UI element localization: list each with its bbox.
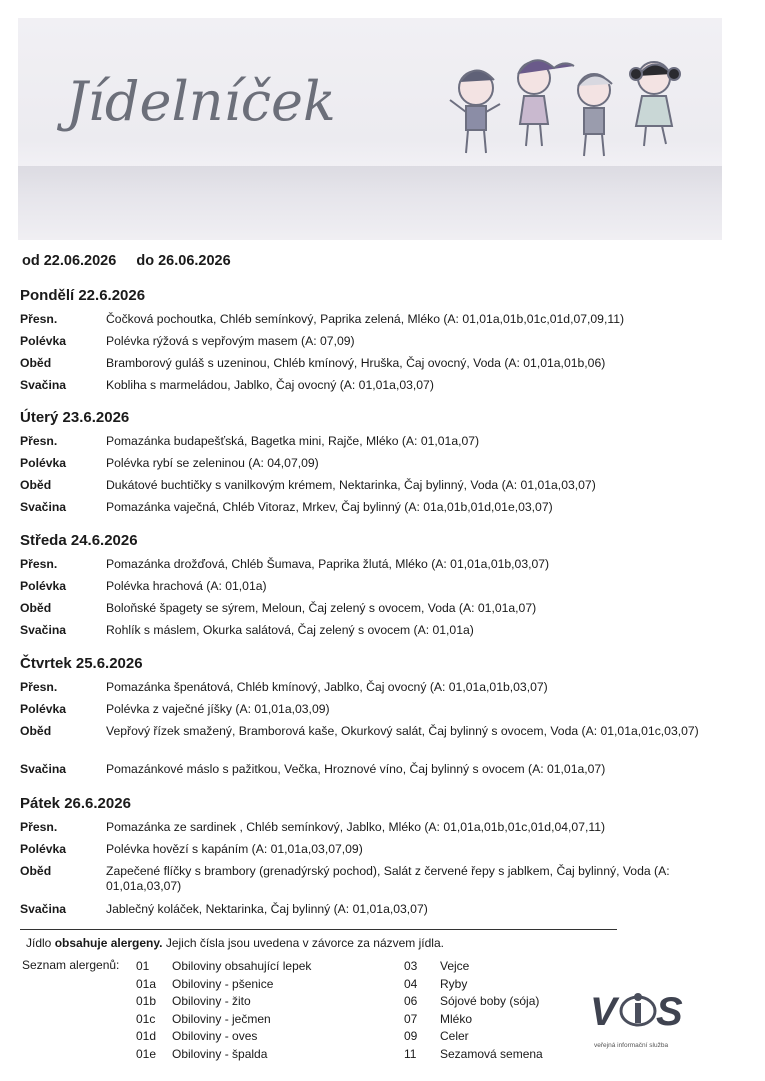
page-title: Jídelníček bbox=[66, 70, 336, 133]
allergy-note-bold: obsahuje alergeny. bbox=[54, 936, 163, 950]
allergen-code: 04 bbox=[404, 976, 418, 991]
allergy-note bbox=[26, 936, 444, 950]
allergen-code: 06 bbox=[404, 994, 418, 1008]
allergen-code: 09 bbox=[404, 1029, 418, 1043]
vis-caption: veřejná informační služba bbox=[594, 1042, 669, 1049]
allergen-name: Sójové boby (sója) bbox=[440, 994, 540, 1008]
allergen-code: 01b bbox=[136, 994, 157, 1008]
children-illustration bbox=[436, 38, 686, 168]
allergen-name: Obiloviny - pšenice bbox=[172, 976, 274, 991]
allergen-item bbox=[136, 976, 311, 994]
allergen-item bbox=[404, 958, 543, 976]
meal-label: Oběd bbox=[20, 478, 52, 492]
allergen-item bbox=[136, 993, 311, 1011]
meal-label: Svačina bbox=[20, 500, 67, 514]
meal-text: Boloňské špagety se sýrem, Meloun, Čaj zelený s ovocem, Voda (A: 01,01a,07) bbox=[106, 601, 537, 615]
meal-text: Polévka z vaječné jíšky (A: 01,01a,03,09) bbox=[106, 702, 330, 716]
meal-text: Pomazánka budapešťská, Bagetka mini, Rajče, Mléko (A: 01,01a,07) bbox=[106, 434, 480, 448]
allergen-item bbox=[404, 1011, 543, 1029]
meal-label: Polévka bbox=[20, 579, 67, 593]
svg-text:V: V bbox=[590, 990, 617, 1034]
header-banner bbox=[18, 18, 722, 240]
meal-row bbox=[20, 678, 720, 700]
allergen-item bbox=[136, 958, 311, 976]
day-block bbox=[20, 287, 720, 398]
banner-band bbox=[18, 166, 722, 240]
meal-label: Svačina bbox=[20, 902, 67, 916]
meal-text: Bramborový guláš s uzeninou, Chléb kmínový, Hruška, Čaj ovocný, Voda (A: 01,01a,01b,06) bbox=[106, 356, 606, 370]
allergen-code: 01 bbox=[136, 959, 150, 973]
allergen-name: Vejce bbox=[440, 959, 470, 973]
allergen-item bbox=[136, 1011, 311, 1029]
allergen-name: Obiloviny - žito bbox=[172, 994, 251, 1008]
meal-text: Vepřový řízek smažený, Bramborová kaše, Okurkový salát, Čaj bylinný s ovocem, Voda (A: 01,01a,01c,03,07) bbox=[106, 724, 699, 738]
allergen-code: 03 bbox=[404, 959, 418, 973]
meal-row bbox=[20, 332, 720, 354]
day-title: Úterý 23.6.2026 bbox=[20, 409, 130, 426]
meal-row bbox=[20, 621, 720, 643]
meal-text: Polévka hovězí s kapáním (A: 01,01a,03,07,09) bbox=[106, 842, 363, 856]
allergen-list-col2 bbox=[404, 958, 543, 1063]
meal-label: Přesn. bbox=[20, 680, 58, 694]
meal-row bbox=[20, 376, 720, 398]
meal-text: Pomazánka špenátová, Chléb kmínový, Jablko, Čaj ovocný (A: 01,01a,01b,03,07) bbox=[106, 680, 548, 694]
date-to: do 26.06.2026 bbox=[136, 253, 231, 269]
meal-label: Polévka bbox=[20, 456, 67, 470]
meal-label: Polévka bbox=[20, 334, 67, 348]
meal-label: Přesn. bbox=[20, 434, 58, 448]
meal-text: Pomazánka ze sardinek , Chléb semínkový, Jablko, Mléko (A: 01,01a,01b,01c,01d,04,07,11) bbox=[106, 820, 606, 834]
allergen-name: Obiloviny - špalda bbox=[172, 1046, 268, 1061]
allergen-item bbox=[136, 1046, 311, 1064]
allergen-code: 01d bbox=[136, 1029, 157, 1043]
meal-label: Přesn. bbox=[20, 557, 58, 571]
meal-text: Polévka rybí se zeleninou (A: 04,07,09) bbox=[106, 456, 319, 470]
allergen-name: Obiloviny - oves bbox=[172, 1029, 258, 1043]
meal-text: Pomazánka vaječná, Chléb Vitoraz, Mrkev, Čaj bylinný (A: 01a,01b,01d,01e,03,07) bbox=[106, 500, 553, 514]
allergen-code: 11 bbox=[404, 1046, 417, 1061]
allergen-item bbox=[404, 976, 543, 994]
day-block bbox=[20, 795, 720, 922]
allergen-code: 01a bbox=[136, 976, 157, 991]
allergen-code: 07 bbox=[404, 1011, 418, 1026]
date-range bbox=[22, 253, 231, 269]
allergen-name: Mléko bbox=[440, 1011, 473, 1026]
allergen-name: Sezamová semena bbox=[440, 1046, 543, 1061]
meal-row bbox=[20, 599, 720, 621]
meal-row bbox=[20, 700, 720, 722]
allergen-item bbox=[404, 1028, 543, 1046]
meal-row bbox=[20, 498, 720, 520]
meal-row bbox=[20, 818, 720, 840]
day-block bbox=[20, 532, 720, 643]
allergen-list-col1 bbox=[136, 958, 311, 1063]
meal-row bbox=[20, 310, 720, 332]
day-title: Pondělí 22.6.2026 bbox=[20, 287, 146, 304]
meal-label: Polévka bbox=[20, 842, 67, 856]
meal-text: Dukátové buchtičky s vanilkovým krémem, Nektarinka, Čaj bylinný, Voda (A: 01,01a,03,07) bbox=[106, 478, 596, 492]
allergen-name: Celer bbox=[440, 1029, 469, 1043]
svg-text:S: S bbox=[656, 990, 683, 1034]
meal-row bbox=[20, 454, 720, 476]
meal-label: Svačina bbox=[20, 378, 67, 392]
meal-row bbox=[20, 722, 720, 760]
day-block bbox=[20, 409, 720, 520]
allergy-note-suffix: Jejich čísla jsou uvedena v závorce za názvem jídla. bbox=[162, 936, 444, 950]
meal-text: Polévka rýžová s vepřovým masem (A: 07,09) bbox=[106, 334, 355, 348]
meal-row bbox=[20, 900, 720, 922]
meal-text: Pomazánka drožďová, Chléb Šumava, Paprika žlutá, Mléko (A: 01,01a,01b,03,07) bbox=[106, 557, 550, 571]
meal-label: Přesn. bbox=[20, 820, 58, 834]
meal-row bbox=[20, 840, 720, 862]
allergen-code: 01c bbox=[136, 1011, 156, 1026]
meal-row bbox=[20, 760, 720, 782]
allergen-code: 01e bbox=[136, 1046, 157, 1061]
meal-text: Zapečené flíčky s brambory (grenadýrský pochod), Salát z červené řepy s jablkem, Čaj bylinný, Voda (A: 01,01a,03,07) bbox=[106, 864, 670, 893]
meal-label: Přesn. bbox=[20, 312, 58, 326]
meal-label: Svačina bbox=[20, 623, 67, 637]
meal-row bbox=[20, 432, 720, 454]
day-title: Středa 24.6.2026 bbox=[20, 532, 138, 549]
meal-text: Jablečný koláček, Nektarinka, Čaj bylinný (A: 01,01a,03,07) bbox=[106, 902, 428, 916]
allergen-item bbox=[404, 1046, 543, 1064]
meal-row bbox=[20, 476, 720, 498]
meal-label: Svačina bbox=[20, 762, 67, 776]
day-title: Pátek 26.6.2026 bbox=[20, 795, 131, 812]
meal-text: Kobliha s marmeládou, Jablko, Čaj ovocný (A: 01,01a,03,07) bbox=[106, 378, 434, 392]
meal-row bbox=[20, 862, 720, 900]
allergen-item bbox=[136, 1028, 311, 1046]
meal-row bbox=[20, 577, 720, 599]
meal-label: Oběd bbox=[20, 356, 52, 370]
allergen-item bbox=[404, 993, 543, 1011]
day-block bbox=[20, 655, 720, 782]
allergy-note-prefix: Jídlo bbox=[26, 936, 55, 950]
meal-label: Oběd bbox=[20, 864, 52, 878]
meal-label: Oběd bbox=[20, 724, 52, 738]
meal-label: Polévka bbox=[20, 702, 67, 716]
meal-text: Pomazánkové máslo s pažitkou, Večka, Hroznové víno, Čaj bylinný s ovocem (A: 01,01a,07) bbox=[106, 762, 606, 776]
vis-logo bbox=[584, 983, 704, 1053]
meal-row bbox=[20, 555, 720, 577]
allergen-name: Obiloviny obsahující lepek bbox=[172, 959, 312, 973]
meal-label: Oběd bbox=[20, 601, 52, 615]
meal-row bbox=[20, 354, 720, 376]
meal-text: Rohlík s máslem, Okurka salátová, Čaj zelený s ovocem (A: 01,01a) bbox=[106, 623, 474, 637]
allergen-name: Ryby bbox=[440, 976, 468, 991]
meal-text: Polévka hrachová (A: 01,01a) bbox=[106, 579, 267, 593]
date-from: od 22.06.2026 bbox=[22, 253, 117, 269]
allergen-name: Obiloviny - ječmen bbox=[172, 1011, 271, 1026]
meal-text: Čočková pochoutka, Chléb semínkový, Paprika zelená, Mléko (A: 01,01a,01b,01c,01d,07,09,11) bbox=[106, 312, 625, 326]
allergen-list-label: Seznam alergenů: bbox=[22, 958, 120, 972]
divider bbox=[20, 929, 617, 930]
day-title: Čtvrtek 25.6.2026 bbox=[20, 655, 143, 672]
